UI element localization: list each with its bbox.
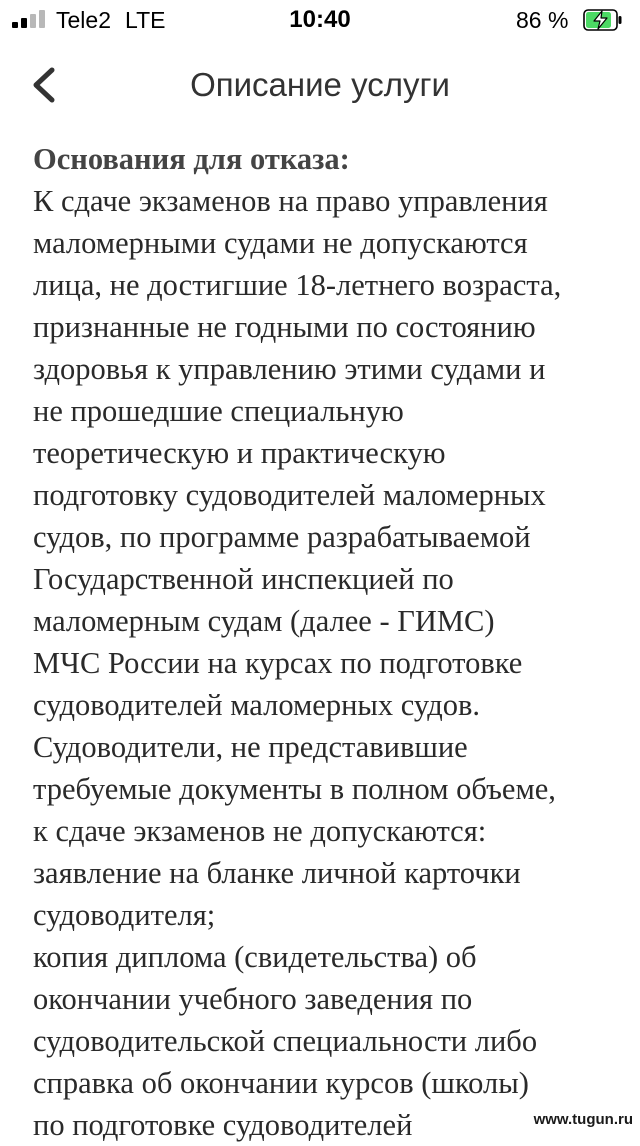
text-line: Судоводители, не представившие	[33, 730, 468, 764]
text-line: Государственной инспекцией по	[33, 562, 454, 596]
text-line: требуемые документы в полном объеме,	[33, 772, 556, 806]
text-line: подготовку судоводителей маломерных	[33, 478, 546, 512]
text-line: заявление на бланке личной карточки	[33, 856, 521, 890]
battery-charging-icon	[583, 9, 623, 31]
navigation-bar	[0, 52, 640, 118]
text-line: маломерными судами не допускаются	[33, 226, 528, 260]
service-description	[33, 138, 633, 1146]
network-type: LTE	[124, 7, 166, 33]
text-line: К сдаче экзаменов на право управления	[33, 184, 548, 218]
watermark: www.tugun.ru	[531, 1111, 636, 1128]
text-line: не прошедшие специальную	[33, 394, 404, 428]
text-line: судоводителей маломерных судов.	[33, 688, 481, 722]
text-line: МЧС России на курсах по подготовке	[33, 646, 523, 680]
text-line: справка об окончании курсов (школы)	[33, 1066, 529, 1100]
text-line: окончании учебного заведения по	[33, 982, 473, 1016]
text-line: по подготовке судоводителей	[33, 1108, 413, 1142]
text-line: теоретическую и практическую	[33, 436, 446, 470]
text-line: здоровья к управлению этими судами и	[33, 352, 546, 386]
section-heading: Основания для отказа:	[33, 142, 350, 176]
text-line: к сдаче экзаменов не допускаются:	[33, 814, 487, 848]
description-text	[33, 180, 633, 1146]
text-line: лица, не достигшие 18-летнего возраста,	[33, 268, 562, 302]
text-line: маломерным судам (далее - ГИМС)	[33, 604, 495, 638]
text-line: признанные не годными по состоянию	[33, 310, 536, 344]
text-line: судов, по программе разрабатываемой	[33, 520, 531, 554]
text-line: копия диплома (свидетельства) об	[33, 940, 477, 974]
status-time: 10:40	[289, 6, 351, 33]
battery-percentage: 86 %	[516, 7, 569, 33]
status-bar	[0, 0, 640, 40]
page-title: Описание услуги	[190, 66, 450, 103]
carrier-name: Tele2	[56, 7, 111, 33]
text-line: судоводительской специальности либо	[33, 1024, 538, 1058]
text-line: судоводителя;	[33, 898, 216, 932]
